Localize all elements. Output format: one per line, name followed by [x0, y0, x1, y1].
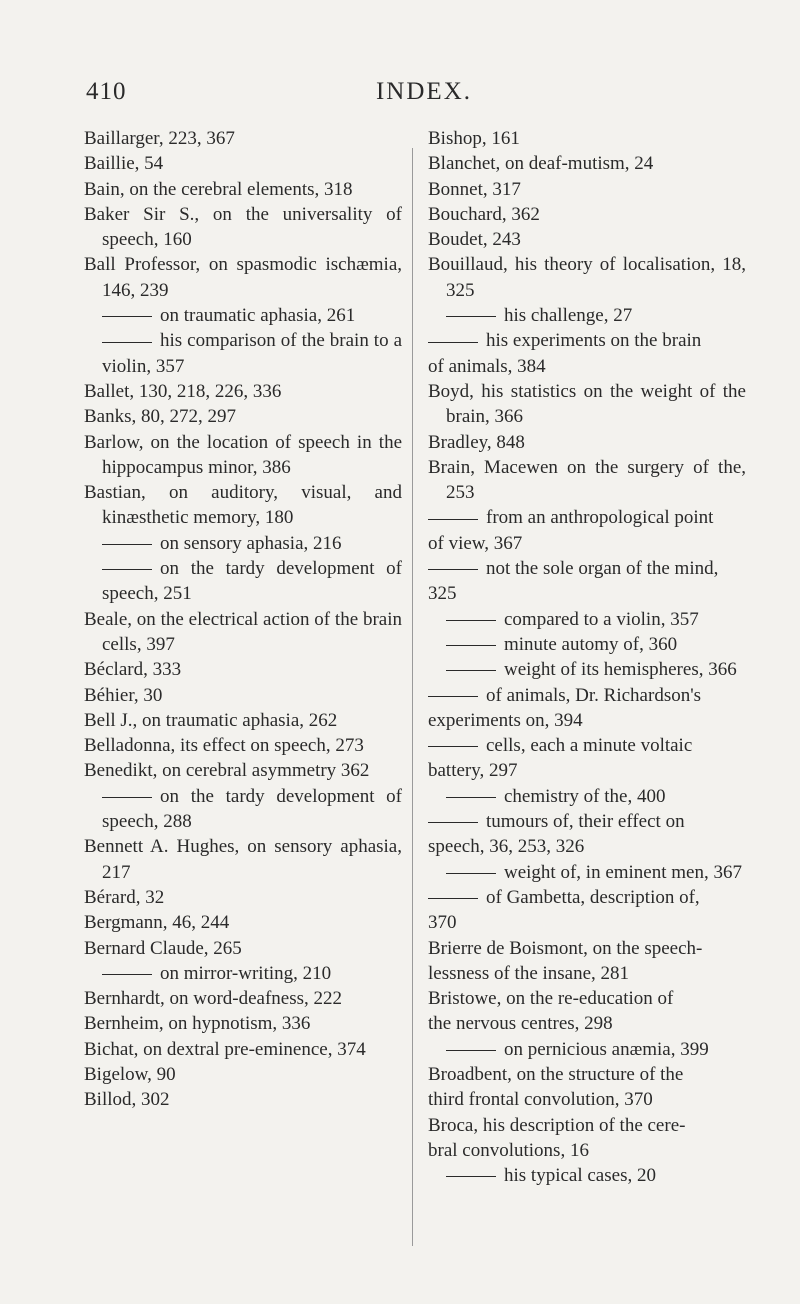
entry-text: Billod, 302 [84, 1089, 170, 1111]
entry-text: Bigelow, 90 [84, 1063, 176, 1085]
index-entry [428, 252, 746, 303]
entry-text: Bonnet, 317 [428, 178, 521, 200]
index-entry [84, 480, 402, 531]
index-entry [84, 177, 402, 202]
entry-text: cells, each a minute voltaic [486, 735, 693, 757]
index-entry [428, 177, 746, 202]
entry-text: Bastian, on auditory, visual, and kinæsthetic memory, 180 [84, 482, 402, 529]
index-subentry [84, 531, 402, 556]
entry-text: not the sole organ of the mind, [486, 558, 719, 580]
entry-text: chemistry of the, 400 [504, 785, 666, 807]
index-entry [84, 126, 402, 151]
index-subentry [428, 1037, 746, 1062]
index-subentry [428, 303, 746, 328]
index-entry [428, 936, 746, 987]
column-divider [412, 148, 413, 1246]
entry-text: on sensory aphasia, 216 [160, 532, 342, 554]
entry-text: Bernheim, on hypnotism, 336 [84, 1013, 311, 1035]
index-entry [84, 733, 402, 758]
index-subentry [428, 505, 746, 556]
entry-continuation: third frontal convolution, 370 [428, 1089, 653, 1111]
entry-text: Baillie, 54 [84, 153, 164, 175]
index-entry [428, 151, 746, 176]
index-entry [84, 1037, 402, 1062]
entry-text: Blanchet, on deaf-mutism, 24 [428, 153, 654, 175]
entry-text: of Gambetta, description of, [486, 886, 700, 908]
entry-text: Bouillaud, his theory of localisation, 18, 325 [428, 254, 746, 301]
entry-text: Bell J., on traumatic aphasia, 262 [84, 709, 338, 731]
index-subentry [428, 784, 746, 809]
index-entry [428, 455, 746, 506]
entry-text: on pernicious anæmia, 399 [504, 1038, 709, 1060]
entry-text: his challenge, 27 [504, 305, 633, 327]
entry-text: Belladonna, its effect on speech, 273 [84, 735, 364, 757]
entry-text: Bergmann, 46, 244 [84, 912, 230, 934]
index-entry [428, 1062, 746, 1113]
entry-text: Béclard, 333 [84, 659, 182, 681]
index-entry [84, 834, 402, 885]
index-entry [428, 227, 746, 252]
index-entry [428, 202, 746, 227]
index-entry [428, 379, 746, 430]
page-number: 410 [86, 78, 127, 105]
left-index-column [84, 126, 402, 1113]
entry-continuation: 370 [428, 912, 457, 934]
entry-text: Béhier, 30 [84, 684, 163, 706]
index-entry [428, 126, 746, 151]
entry-continuation: experiments on, 394 [428, 709, 583, 731]
index-subentry [428, 657, 746, 682]
entry-text: his typical cases, 20 [504, 1165, 656, 1187]
entry-continuation: bral convolutions, 16 [428, 1139, 589, 1161]
entry-text: his comparison of the brain to a violin, 357 [102, 330, 402, 377]
entry-text: Benedikt, on cerebral asymmetry 362 [84, 760, 370, 782]
index-entry [84, 885, 402, 910]
entry-text: Banks, 80, 272, 297 [84, 406, 236, 428]
entry-text: Brain, Macewen on the surgery of the, 253 [428, 456, 746, 504]
entry-continuation: the nervous centres, 298 [428, 1013, 613, 1035]
entry-text: Bain, on the cerebral elements, 318 [84, 178, 353, 200]
index-subentry [84, 784, 402, 835]
index-entry [84, 404, 402, 429]
entry-text: Broadbent, on the structure of the [428, 1063, 684, 1085]
index-subentry [428, 885, 746, 936]
entry-text: weight of, in eminent men, 367 [504, 861, 742, 883]
right-index-column [428, 126, 746, 1188]
index-subentry [428, 607, 746, 632]
index-entry [84, 607, 402, 658]
index-subentry [84, 328, 402, 379]
entry-text: Bristowe, on the re-education of [428, 988, 674, 1010]
entry-continuation: of animals, 384 [428, 355, 546, 377]
entry-text: on traumatic aphasia, 261 [160, 305, 356, 327]
entry-text: Ballet, 130, 218, 226, 336 [84, 380, 282, 402]
entry-text: Baker Sir S., on the universality of speech, 160 [84, 203, 402, 251]
entry-text: of animals, Dr. Richardson's [486, 684, 702, 706]
entry-continuation: of view, 367 [428, 532, 523, 554]
index-entry [84, 986, 402, 1011]
entry-continuation: speech, 36, 253, 326 [428, 836, 585, 858]
index-entry [84, 151, 402, 176]
entry-continuation: battery, 297 [428, 760, 518, 782]
index-entry [428, 430, 746, 455]
index-entry [428, 1113, 746, 1164]
index-entry [84, 379, 402, 404]
entry-text: Boudet, 243 [428, 229, 521, 251]
entry-text: Bradley, 848 [428, 431, 525, 453]
index-entry [84, 936, 402, 961]
index-entry [84, 1011, 402, 1036]
entry-text: Barlow, on the location of speech in the hippocampus minor, 386 [84, 431, 402, 478]
index-subentry [84, 961, 402, 986]
entry-text: Ball Professor, on spasmodic ischæmia, 146, 239 [84, 254, 402, 301]
entry-text: Bernhardt, on word-deafness, 222 [84, 988, 343, 1010]
entry-text: Bishop, 161 [428, 128, 520, 149]
entry-text: Brierre de Boismont, on the speech- [428, 937, 703, 959]
index-entry [428, 986, 746, 1037]
entry-text: on the tardy development of speech, 288 [102, 785, 402, 833]
entry-text: on mirror-writing, 210 [160, 962, 332, 984]
entry-text: Bichat, on dextral pre-eminence, 374 [84, 1038, 366, 1060]
index-entry [84, 202, 402, 253]
entry-text: Boyd, his statistics on the weight of the brain, 366 [428, 380, 746, 428]
entry-text: minute automy of, 360 [504, 633, 678, 655]
entry-text: compared to a violin, 357 [504, 608, 699, 630]
entry-text: on the tardy development of speech, 251 [102, 558, 402, 605]
index-entry [84, 430, 402, 481]
entry-text: his experiments on the brain [486, 330, 702, 352]
entry-text: Bouchard, 362 [428, 203, 540, 225]
entry-text: Bennett A. Hughes, on sensory aphasia, 217 [84, 836, 402, 883]
entry-text: Bérard, 32 [84, 886, 165, 908]
index-subentry [428, 632, 746, 657]
index-subentry [84, 556, 402, 607]
index-subentry [428, 809, 746, 860]
index-subentry [428, 1163, 746, 1188]
entry-text: from an anthropological point [486, 507, 714, 529]
index-entry [84, 1062, 402, 1087]
entry-text: Beale, on the electrical action of the brain cells, 397 [84, 608, 402, 655]
index-subentry [428, 860, 746, 885]
index-entry [84, 758, 402, 783]
entry-text: Baillarger, 223, 367 [84, 128, 235, 149]
index-entry [84, 252, 402, 303]
entry-text: tumours of, their effect on [486, 811, 685, 833]
entry-continuation: 325 [428, 583, 457, 605]
index-subentry [428, 683, 746, 734]
index-subentry [84, 303, 402, 328]
index-entry [84, 910, 402, 935]
entry-text: Bernard Claude, 265 [84, 937, 242, 959]
entry-continuation: lessness of the insane, 281 [428, 962, 630, 984]
entry-text: weight of its hemispheres, 366 [504, 659, 737, 681]
entry-text: Broca, his description of the cere- [428, 1114, 686, 1136]
index-subentry [428, 328, 746, 379]
index-subentry [428, 733, 746, 784]
page-header [86, 78, 762, 112]
index-entry [84, 708, 402, 733]
index-entry [84, 683, 402, 708]
index-entry [84, 1087, 402, 1112]
index-subentry [428, 556, 746, 607]
index-entry [84, 657, 402, 682]
running-title: INDEX. [375, 78, 472, 105]
